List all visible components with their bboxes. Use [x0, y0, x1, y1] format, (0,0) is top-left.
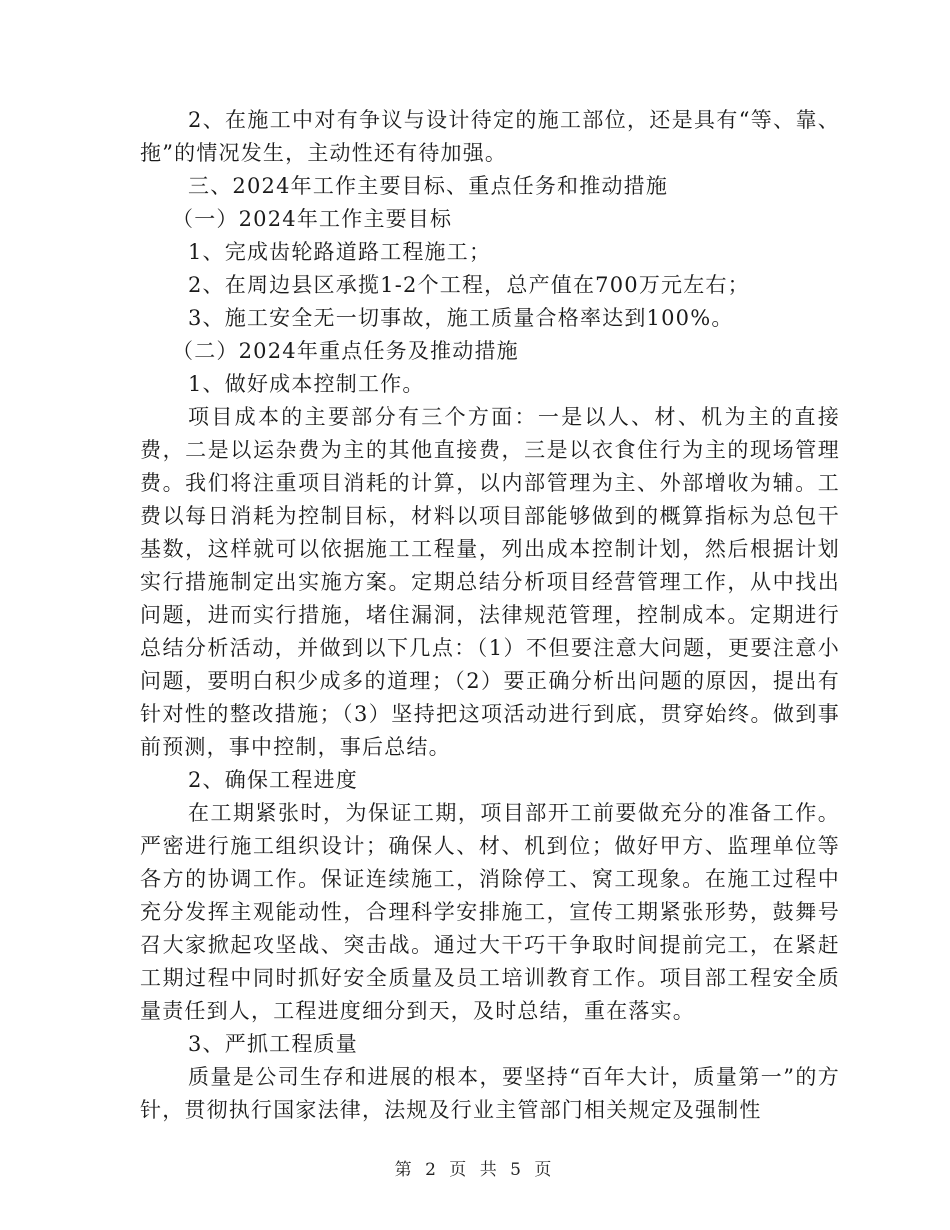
document-body [140, 104, 840, 1127]
subsection-heading-tasks: （二）2024年重点任务及推动措施 [172, 339, 519, 363]
task-heading-quality: 3、严抓工程质量 [188, 1032, 358, 1056]
task-heading-schedule: 2、确保工程进度 [188, 768, 358, 792]
page-footer: 第 2 页 共 5 页 [394, 1160, 556, 1180]
goal-item-2: 2、在周边县区承揽1-2个工程，总产值在700万元左右； [188, 273, 750, 297]
subsection-heading-goals: （一）2024年工作主要目标 [172, 207, 453, 231]
section-heading-3: 三、2024年工作主要目标、重点任务和推动措施 [188, 174, 669, 198]
paragraph-cost-control: 项目成本的主要部分有三个方面：一是以人、材、机为主的直接费，二是以运杂费为主的其他直接费，三是以衣食住行为主的现场管理费。我们将注重项目消耗的计算，以内部管理为主、外部增收为辅。工费以每日消耗为控制目标，材料以项目部能够做到的概算指标为总包干基数，这样就可以依据施工工程量，列出成本控制计划，然后根据计划实行措施制定出实施方案。定期总结分析项目经营管理工作，从中找出问题，进而实行措施，堵住漏洞，法律规范管理，控制成本。定期进行总结分析活动，并做到以下几点：（1）不但要注意大问题，更要注意小问题，要明白积少成多的道理；（2）要正确分析出问题的原因，提出有针对性的整改措施；（3）坚持把这项活动进行到底，贯穿始终。做到事前预测，事中控制，事后总结。 [140, 405, 840, 759]
paragraph-issue-2: 2、在施工中对有争议与设计待定的施工部位，还是具有“等、靠、拖”的情况发生，主动性还有待加强。 [140, 108, 840, 165]
goal-item-3: 3、施工安全无一切事故，施工质量合格率达到100%。 [188, 306, 734, 330]
paragraph-quality: 质量是公司生存和进展的根本，要坚持“百年大计，质量第一”的方针，贯彻执行国家法律，法规及行业主管部门相关规定及强制性 [140, 1065, 840, 1122]
goal-item-1: 1、完成齿轮路道路工程施工； [188, 240, 492, 264]
task-heading-cost: 1、做好成本控制工作。 [188, 372, 425, 396]
paragraph-schedule: 在工期紧张时，为保证工期，项目部开工前要做充分的准备工作。严密进行施工组织设计；确保人、材、机到位；做好甲方、监理单位等各方的协调工作。保证连续施工，消除停工、窝工现象。在施工过程中充分发挥主观能动性，合理科学安排施工，宣传工期紧张形势，鼓舞号召大家掀起攻坚战、突击战。通过大干巧干争取时间提前完工，在紧赶工期过程中同时抓好安全质量及员工培训教育工作。项目部工程安全质量责任到人，工程进度细分到天，及时总结，重在落实。 [140, 801, 840, 1023]
